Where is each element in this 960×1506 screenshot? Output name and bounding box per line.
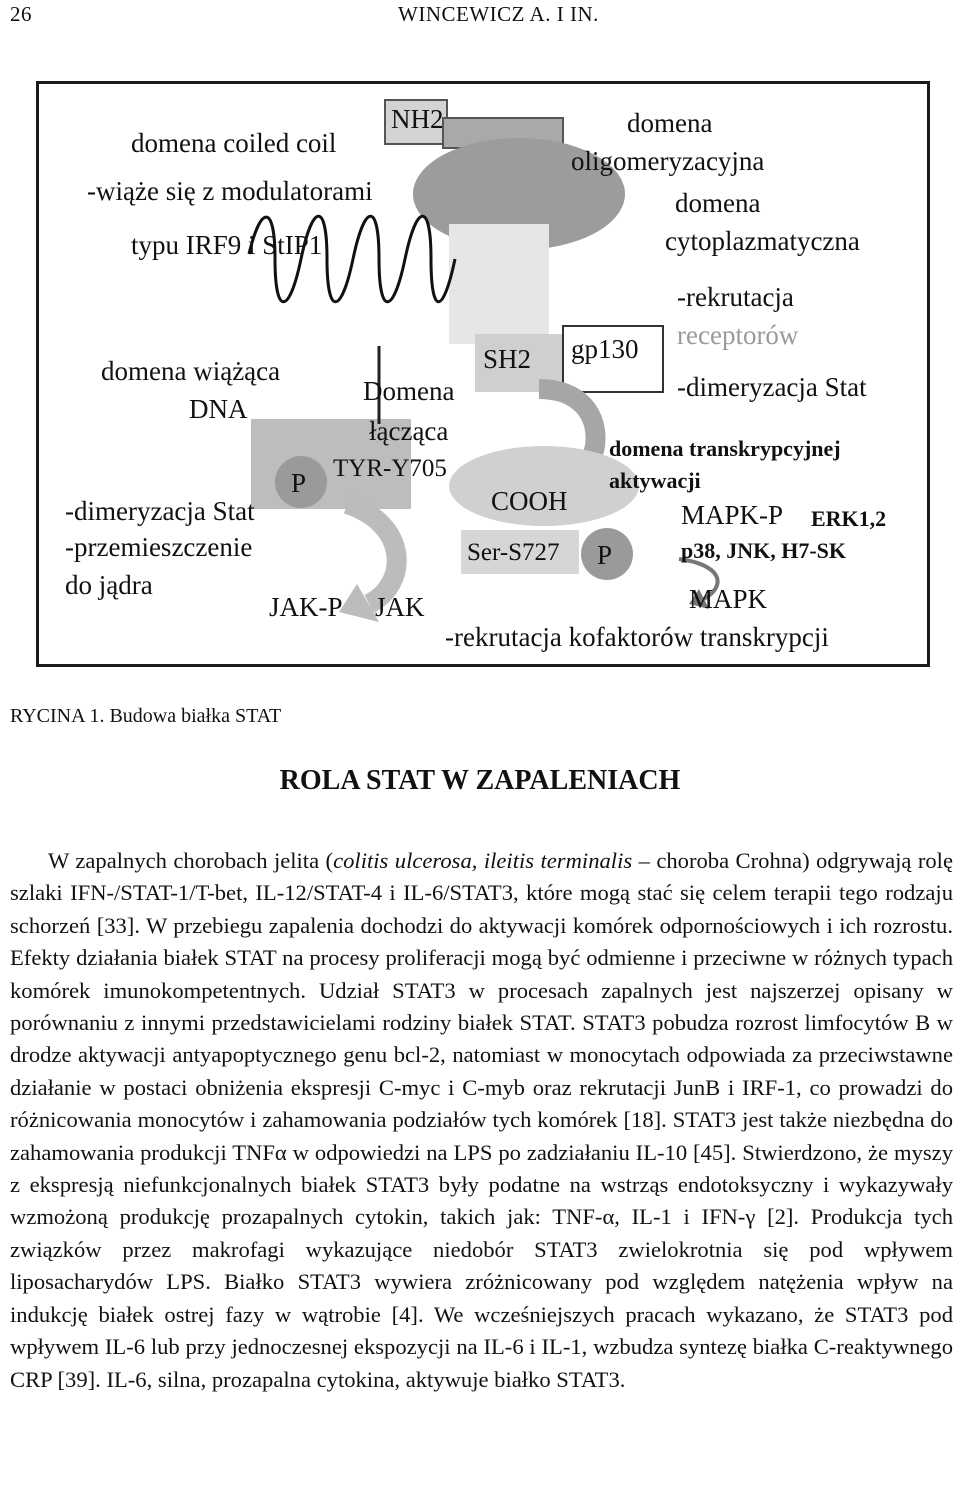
cytoplasmic-label-2: cytoplazmatyczna [665,226,860,256]
sh2-label: SH2 [483,344,532,374]
section-title: ROLA STAT W ZAPALENIACH [279,765,681,796]
dimerization-right-label: -dimeryzacja Stat [677,372,867,402]
cytoplasmic-label-1: domena [675,188,761,218]
ser-s727-label: Ser-S727 [467,539,560,566]
p38-jnk-label: p38, JNK, H7-SK [681,538,847,563]
light-square [449,224,549,344]
transactivation-label-1: domena transkrypcyjnej [609,436,841,461]
oligomerization-label-1: domena [627,108,713,138]
cofactor-recruitment-label: -rekrutacja kofaktorów transkrypcji [445,622,829,652]
jak-label: JAK [375,592,425,622]
jak-p-label: JAK-P [269,592,343,622]
coiled-coil-label-3: typu IRF9 i StIP1 [131,230,323,260]
body-text-part-2: – choroba Crohna) odgrywają rolę szlaki IFN-/STAT-1/T-bet, IL-12/STAT-4 i IL-6/STAT3, które mogą stać się celem terapii tego rodzaju schorzeń [33]. W przebiegu zapalenia dochodzi do aktywacji komórek odpornościowych i ich rozrostu. Efekty działania białek STAT na procesy proliferacji mogą być odmienne i przeciwne w różnych typach komórek imunokompetentnych. Udział STAT3 w procesach zapalnych jest najszerzej opisany w porównaniu z innymi przedstawicielami rodziny białek STAT. STAT3 pobudza rozrost limfocytów B w drodze aktywacji antyapoptycznego genu bcl-2, natomiast w monocytach odpowiada za przeciwstawne działanie w postaci obniżenia ekspresji C-myc i C-myb oraz rekrutacji JunB i IRF-1, co prowadzi do różnicowania monocytów i zahamowania podziałów tych komórek [18]. STAT3 jest także niezbędna do zahamowania produkcji TNFα w odpowiedzi na LPS po zadziałaniu IL-10 [45]. Stwierdzono, że myszy z ekspresją niefunkcjonalnych białek STAT3 były podatne na wstrząs endotoksyczny i wykazywały wzmożoną produkcję prozapalnych cytokin, takich jak: TNF-α, IL-1 i IFN-γ [2]. Produkcja tych związków przez makrofagi wykazujące niedobór STAT3 zwielokrotnia się pod wpływem liposacharydów LPS. Białko STAT3 wywiera zróżnicowany pod względem natężenia wpływ na indukcję białek ostrej fazy w wątrobie [4]. We wcześniejszych pracach wykazano, że STAT3 pod wpływem IL-6 lub przy jednoczesnej ekspozycji na IL-6 i IL-1, wzbudza syntezę białka C-reaktywnego CRP [39]. IL-6, silna, prozapalna cytokina, aktywuje białko STAT3. [10,848,953,1392]
coiled-coil-label-2: -wiąże się z modulatorami [87,176,373,206]
running-head: WINCEWICZ A. I IN. [398,2,599,26]
nh2-label: NH2 [391,104,444,134]
recruitment-label: -rekrutacja [677,282,794,312]
mapk-label: MAPK [689,584,768,614]
linker-label-1: Domena [363,376,455,406]
body-paragraph [10,845,953,1396]
translocation-label: -przemieszczenie [65,532,253,562]
dna-binding-label-2: DNA [189,394,248,424]
body-text-italic: colitis ulcerosa, ileitis terminalis [333,848,633,873]
linker-label-2: łącząca [369,416,449,446]
p-right-label: P [597,540,613,570]
body-text-part-1: W zapalnych chorobach jelita ( [48,848,334,873]
oligomerization-label-2: oligomeryzacyjna [571,146,765,176]
page-number: 26 [10,2,32,26]
stat-protein-figure [36,81,930,667]
receptors-label: receptorów [677,320,799,350]
to-nucleus-label: do jądra [65,570,153,600]
transactivation-label-2: aktywacji [609,468,701,493]
dna-binding-label-1: domena wiążąca [101,356,281,386]
left-dimerization-label: -dimeryzacja Stat [65,496,255,526]
figure-caption: RYCINA 1. Budowa białka STAT [10,705,282,727]
mapk-p-label: MAPK-P [681,500,784,530]
gp130-label: gp130 [571,334,639,364]
tyr-y705-label: TYR-Y705 [333,455,447,482]
p-left-label: P [291,468,307,498]
coiled-coil-label-1: domena coiled coil [131,128,337,158]
erk-label: ERK1,2 [811,506,887,531]
cooh-label: COOH [491,486,568,516]
